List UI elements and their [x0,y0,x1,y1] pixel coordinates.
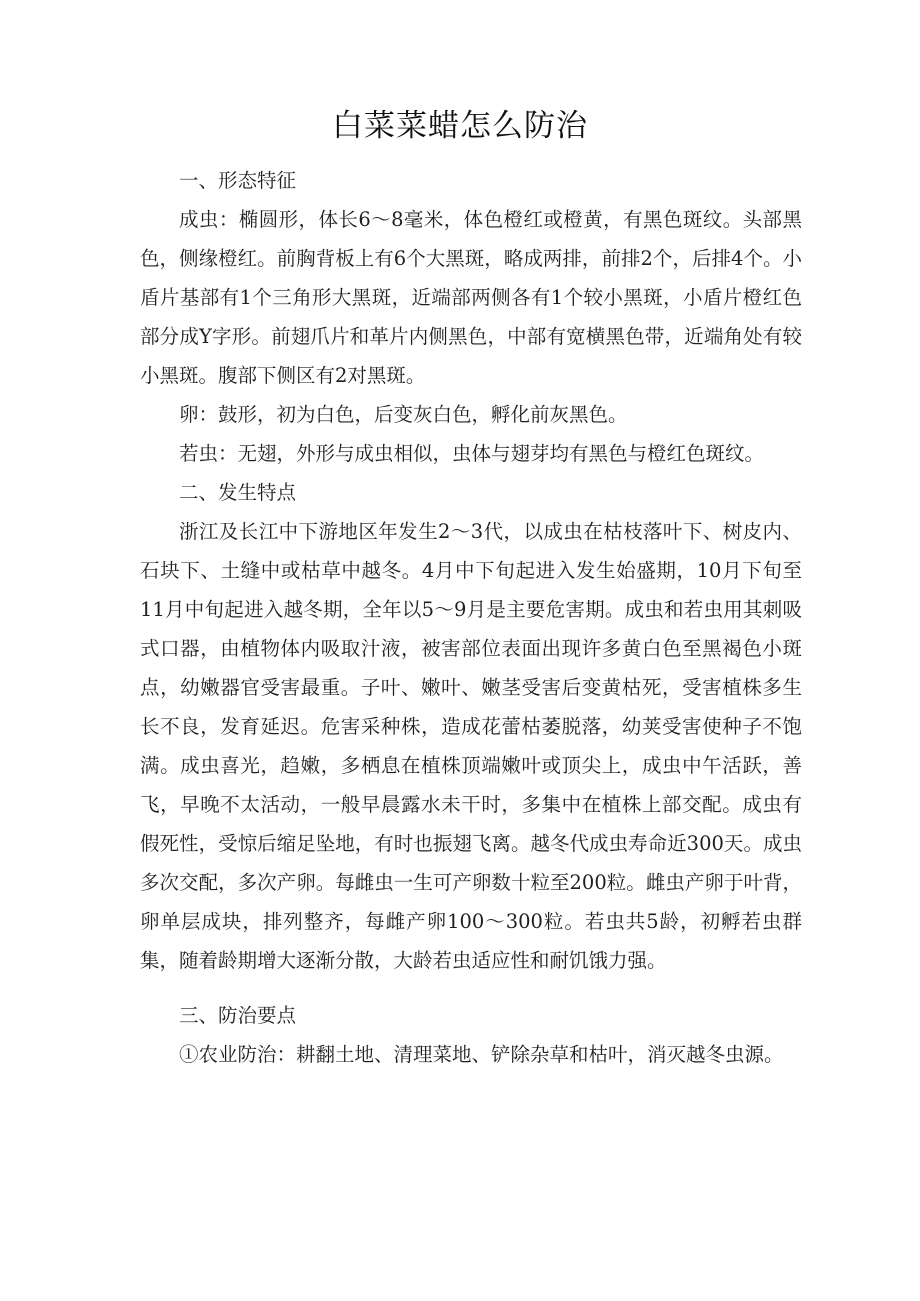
section-heading-morphology: 一、形态特征 [179,169,297,192]
paragraph-adult: 成虫：椭圆形，体长6～8毫米，体色橙红或橙黄，有黑色斑纹。头部黑色，侧缘橙红。前胸背板上有6个大黑斑，略成两排，前排2个，后排4个。小盾片基部有1个三角形大黑斑，近端部两侧各有1个较小黑斑，小盾片橙红色部分成Y字形。前翅爪片和革片内侧黑色，中部有宽横黑色带，近端角处有较小黑斑。腹部下侧区有2对黑斑。 [140,208,802,387]
document-body [140,161,802,1074]
paragraph-agricultural-control: ①农业防治：耕翻土地、清理菜地、铲除杂草和枯叶，消灭越冬虫源。 [179,1043,784,1066]
document-title: 白菜菜蜡怎么防治 [332,108,588,144]
paragraph-occurrence: 浙江及长江中下游地区年发生2～3代，以成虫在枯枝落叶下、树皮内、石块下、土缝中或枯草中越冬。4月中下旬起进入发生始盛期，10月下旬至11月中旬起进入越冬期，全年以5～9月是主要危害期。成虫和若虫用其刺吸式口器，由植物体内吸取汁液，被害部位表面出现许多黄白色至黑褐色小斑点，幼嫩器官受害最重。子叶、嫩叶、嫩茎受害后变黄枯死，受害植株多生长不良，发育延迟。危害采种株，造成花蕾枯萎脱落，幼荚受害使种子不饱满。成虫喜光，趋嫩，多栖息在植株顶端嫩叶或顶尖上，成虫中午活跃，善飞，早晚不太活动，一般早晨露水未干时，多集中在植株上部交配。成虫有假死性，受惊后缩足坠地，有时也振翅飞离。越冬代成虫寿命近300天。成虫多次交配，多次产卵。每雌虫一生可产卵数十粒至200粒。雌虫产卵于叶背，卵单层成块，排列整齐，每雌产卵100～300粒。若虫共5龄，初孵若虫群集，随着龄期增大逐渐分散，大龄若虫适应性和耐饥饿力强。 [140,520,802,972]
section-heading-occurrence: 二、发生特点 [179,481,297,504]
section-heading-control: 三、防治要点 [179,1004,297,1027]
paragraph-egg: 卵：鼓形，初为白色，后变灰白色，孵化前灰黑色。 [179,403,628,426]
paragraph-nymph: 若虫：无翅，外形与成虫相似，虫体与翅芽均有黑色与橙红色斑纹。 [179,442,765,465]
